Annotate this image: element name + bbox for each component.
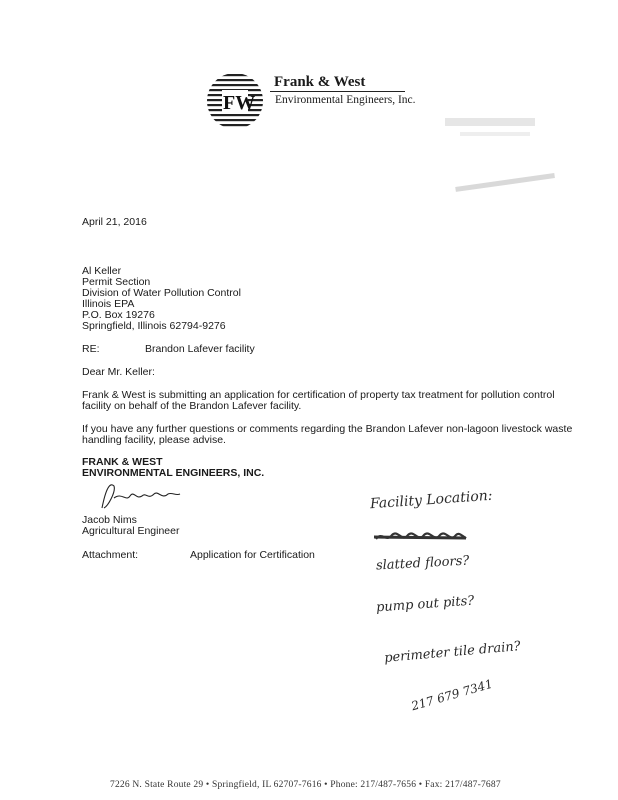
- handwritten-note: Facility Location:: [369, 487, 493, 513]
- body-line: facility on behalf of the Brandon Lafever facility.: [82, 400, 302, 412]
- company-subtitle: Environmental Engineers, Inc.: [275, 94, 416, 106]
- letterhead-rule: [270, 91, 405, 92]
- body-line: If you have any further questions or comments regarding the Brandon Lafever non-lagoon livestock waste: [82, 423, 573, 435]
- signoff-company: FRANK & WEST: [82, 456, 163, 468]
- body-line: Frank & West is submitting an application for certification of property tax treatment for pollution control: [82, 389, 555, 401]
- letterhead-footer: 7226 N. State Route 29 • Springfield, IL 62707-7616 • Phone: 217/487-7656 • Fax: 217/487-7687: [110, 780, 501, 790]
- body-line: handling facility, please advise.: [82, 434, 226, 446]
- svg-text:FW: FW: [223, 92, 256, 114]
- address-line: Al Keller: [82, 265, 122, 277]
- re-label: RE:: [82, 343, 100, 355]
- faint-received-stamp: [455, 170, 565, 194]
- faint-stamp-mark: [440, 108, 560, 148]
- handwritten-note: slatted floors?: [375, 553, 470, 574]
- company-name: Frank & West: [274, 74, 366, 90]
- company-logo: [206, 72, 264, 130]
- signoff-company: ENVIRONMENTAL ENGINEERS, INC.: [82, 467, 265, 479]
- re-subject: Brandon Lafever facility: [145, 343, 255, 355]
- signer-title: Agricultural Engineer: [82, 525, 180, 537]
- handwritten-note: pump out pits?: [375, 593, 475, 616]
- letter-date: April 21, 2016: [82, 216, 147, 228]
- attachment-label: Attachment:: [82, 549, 139, 561]
- address-line: P.O. Box 19276: [82, 309, 155, 321]
- scribbled-out-text: [372, 527, 468, 547]
- signer-name: Jacob Nims: [82, 514, 137, 526]
- address-line: Springfield, Illinois 62794-9276: [82, 320, 226, 332]
- signature-mark: [92, 478, 187, 514]
- salutation: Dear Mr. Keller:: [82, 366, 155, 378]
- handwritten-note: perimeter tile drain?: [383, 639, 522, 666]
- address-line: Illinois EPA: [82, 298, 135, 310]
- address-line: Permit Section: [82, 276, 151, 288]
- attachment-value: Application for Certification: [190, 549, 315, 561]
- address-line: Division of Water Pollution Control: [82, 287, 241, 299]
- handwritten-phone: 217 679 7341: [409, 676, 495, 714]
